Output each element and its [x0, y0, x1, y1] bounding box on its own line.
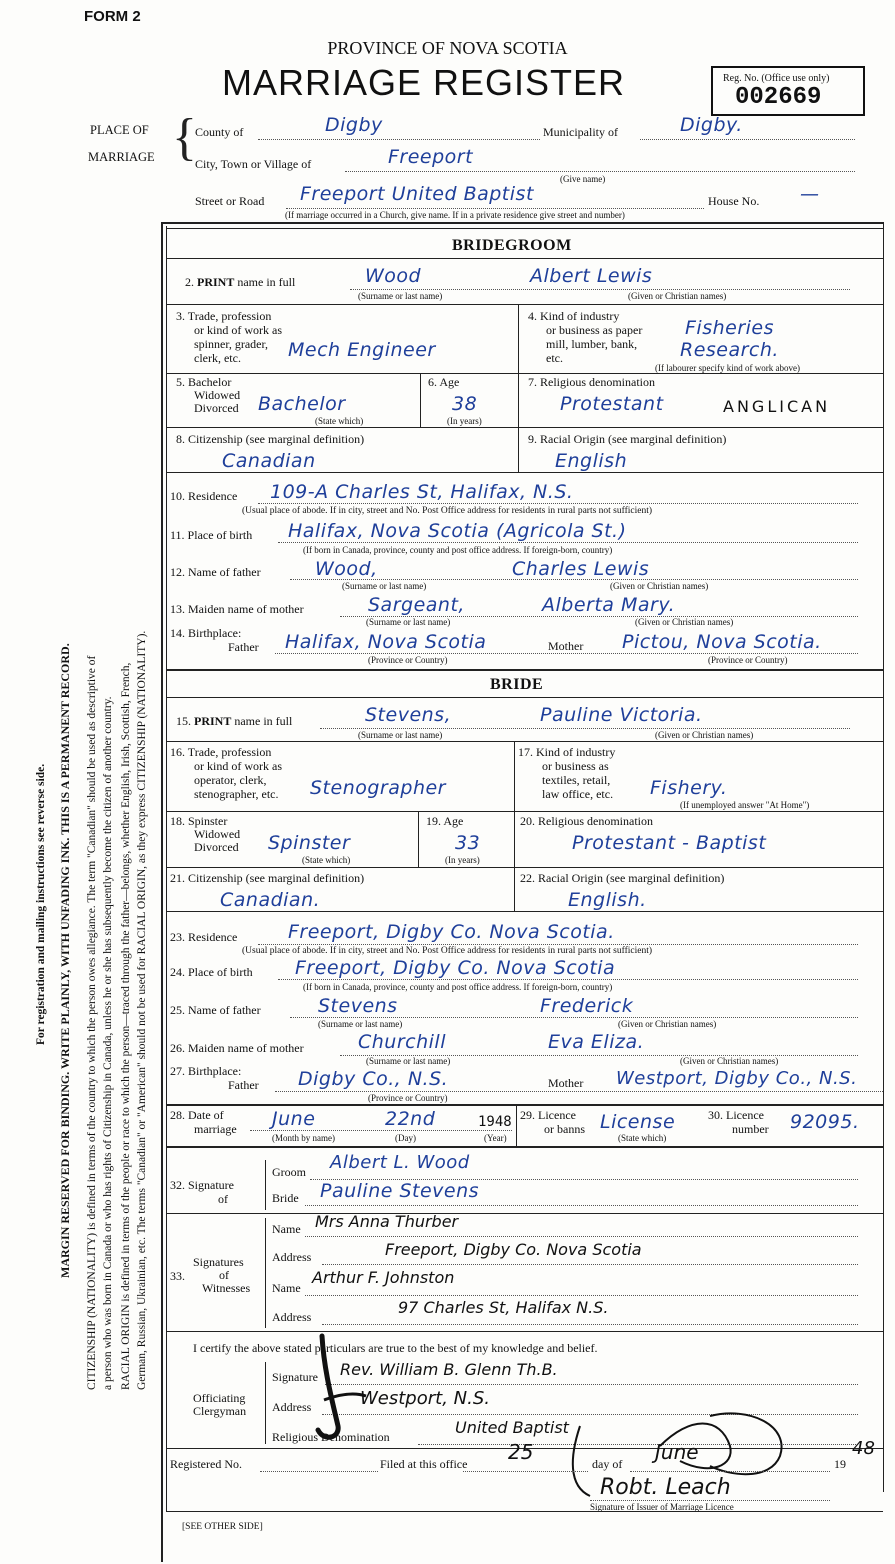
f2-print: PRINT	[197, 275, 235, 289]
col-divider	[420, 373, 421, 427]
prov-caption: (Province or Country)	[708, 655, 788, 665]
f4-caption: (If labourer specify kind of work above)	[655, 363, 800, 373]
section-line	[166, 669, 883, 671]
f19-label: 19. Age	[426, 814, 464, 828]
form-label: FORM 2	[84, 8, 141, 25]
f23-caption: (Usual place of abode. If in city, street and No. Post Office address for residents in rural parts not sufficient)	[242, 946, 653, 956]
groom-mother-given: Alberta Mary.	[542, 594, 676, 616]
licence-state-caption: (State which)	[618, 1133, 667, 1143]
w1-name-line	[305, 1236, 858, 1237]
f4-l1: 4. Kind of industry	[528, 309, 620, 323]
f30-l1: 30. Licence	[708, 1108, 764, 1122]
f33-number: 33.	[170, 1269, 185, 1283]
year-caption: (Year)	[484, 1133, 507, 1143]
row-line	[166, 373, 883, 374]
bridegroom-header: BRIDEGROOM	[452, 237, 572, 254]
f18-l1: 18. Spinster	[170, 814, 228, 828]
f22-label: 22. Racial Origin (see marginal definition)	[520, 871, 725, 885]
row-line	[166, 427, 883, 428]
f20-label: 20. Religious denomination	[520, 814, 653, 828]
f27-l1: 27. Birthplace:	[170, 1064, 242, 1078]
given-caption: (Given or Christian names)	[635, 617, 734, 627]
filed-month: June	[655, 1440, 699, 1464]
filed-day: 25	[508, 1440, 534, 1464]
clergy-sig-label: Signature	[272, 1370, 318, 1384]
f4-l2: or business as paper	[546, 323, 643, 337]
licence-type: License	[600, 1111, 676, 1133]
bride-industry: Fishery.	[650, 777, 728, 799]
f10-label: 10. Residence	[170, 489, 238, 503]
surname-caption: (Surname or last name)	[318, 1019, 403, 1029]
groom-mother-birthplace: Pictou, Nova Scotia.	[622, 631, 822, 653]
bride-age: 33	[455, 832, 481, 854]
f3-l1: 3. Trade, profession	[176, 309, 272, 323]
given-caption: (Given or Christian names)	[680, 1056, 779, 1066]
bride-status: Spinster	[268, 832, 351, 854]
f28-line	[250, 1130, 512, 1131]
f2-num: 2.	[185, 275, 194, 289]
f32-label	[170, 1178, 234, 1206]
form-inner-top	[166, 228, 883, 229]
f15-print: PRINT	[194, 714, 232, 728]
f15-num: 15.	[176, 714, 191, 728]
f25-label: 25. Name of father	[170, 1003, 261, 1017]
surname-caption: (Surname or last name)	[358, 730, 443, 740]
f9-label: 9. Racial Origin (see marginal definition)	[528, 432, 727, 446]
filed-line	[463, 1471, 588, 1472]
f10-line	[258, 503, 858, 504]
bride-given: Pauline Victoria.	[540, 704, 703, 726]
groom-surname: Wood	[365, 265, 422, 287]
groom-header-line	[166, 258, 883, 259]
f18-l2: Widowed	[194, 827, 241, 841]
f23-line	[258, 944, 858, 945]
groom-father-surname: Wood,	[315, 558, 378, 580]
marriage-year: 1948	[478, 1114, 512, 1130]
groom-religion-2: ANGLICAN	[723, 397, 831, 416]
filed-label: Filed at this office	[380, 1457, 468, 1471]
f27-l2: Father	[228, 1078, 259, 1092]
bride-header: BRIDE	[490, 676, 544, 693]
bride-father-given: Frederick	[540, 995, 634, 1017]
bride-sig-label: Bride	[272, 1191, 299, 1205]
surname-caption: (Surname or last name)	[366, 617, 451, 627]
w2-name-label: Name	[272, 1281, 301, 1295]
form-inner-left	[166, 226, 167, 1511]
county-label: County of	[195, 125, 244, 139]
margin-line-5: RACIAL ORIGIN is defined in terms of the people or race to which the person—traced through the father—belongs, whether English, Irish, Scottish, French,	[120, 662, 132, 1390]
denomination-label: Religious Denomination	[272, 1430, 390, 1444]
f33-label	[193, 1256, 250, 1295]
w1-address-label: Address	[272, 1250, 312, 1264]
f29-label	[520, 1108, 585, 1136]
row-line	[166, 741, 883, 742]
municipality-label: Municipality of	[543, 125, 618, 139]
bride-religion: Protestant - Baptist	[572, 832, 767, 854]
village-value: Freeport	[388, 146, 474, 168]
issuer-caption: Signature of Issuer of Marriage Licence	[590, 1502, 734, 1512]
groom-industry-2: Research.	[680, 339, 779, 361]
bride-citizenship: Canadian.	[220, 889, 321, 911]
row-line	[166, 911, 883, 912]
issuer-signature: Robt. Leach	[600, 1475, 731, 1500]
place-brace-icon: {	[172, 109, 197, 166]
f33-l1: Signatures	[193, 1255, 244, 1269]
f18-label	[170, 815, 240, 854]
f17-l2: or business as	[542, 759, 609, 773]
clergy-signature: Rev. William B. Glenn Th.B.	[340, 1360, 558, 1379]
bride-state-caption: (State which)	[302, 855, 351, 865]
f16-l1: 16. Trade, profession	[170, 745, 272, 759]
certify-statement: I certify the above stated particulars are true to the best of my knowledge and belief.	[193, 1341, 598, 1355]
clergy-address-label: Address	[272, 1400, 312, 1414]
margin-line-4: a person who was born in Canada or who has rights of Citizenship in Canada, unless he or she has subsequently become the citizen of another country.	[102, 696, 114, 1390]
f11-line	[278, 542, 858, 543]
province-heading: PROVINCE OF NOVA SCOTIA	[327, 38, 568, 58]
page-title: MARRIAGE REGISTER	[222, 62, 626, 103]
witness2-name: Arthur F. Johnston	[312, 1268, 455, 1287]
f28-l2: marriage	[194, 1122, 237, 1136]
f3-l3: spinner, grader,	[194, 337, 269, 351]
registered-line	[260, 1471, 378, 1472]
w1-name-label: Name	[272, 1222, 301, 1236]
form-right-border	[883, 222, 884, 1492]
f16-l3: operator, clerk,	[194, 773, 267, 787]
f32-l1: 32. Signature	[170, 1178, 234, 1192]
f25-line	[290, 1017, 858, 1018]
f6-label: 6. Age	[428, 375, 460, 389]
groom-given: Albert Lewis	[530, 265, 653, 287]
bride-mother-given: Eva Eliza.	[548, 1031, 645, 1053]
prov-caption: (Province or Country)	[368, 1093, 448, 1103]
filed-year-prefix: 19	[834, 1457, 846, 1471]
bracket-line	[265, 1362, 266, 1444]
f14-l1: 14. Birthplace:	[170, 626, 242, 640]
groom-trade: Mech Engineer	[288, 339, 436, 361]
f24-line	[278, 979, 858, 980]
f17-l1: 17. Kind of industry	[518, 745, 616, 759]
marriage-day: 22nd	[385, 1108, 436, 1130]
f17-l4: law office, etc.	[542, 787, 614, 801]
f11-label: 11. Place of birth	[170, 528, 253, 542]
f18-l3: Divorced	[194, 840, 239, 854]
row-line	[166, 472, 883, 473]
groom-residence: 109-A Charles St, Halifax, N.S.	[270, 481, 574, 503]
witness2-address: 97 Charles St, Halifax N.S.	[398, 1298, 609, 1317]
form-bottom-line	[166, 1511, 883, 1512]
marriage-label: MARRIAGE	[88, 150, 155, 164]
bride-header-line	[166, 697, 883, 698]
form-left-border	[161, 222, 163, 1562]
w2-address-label: Address	[272, 1310, 312, 1324]
bride-father-birthplace: Digby Co., N.S.	[298, 1068, 449, 1090]
f7-label: 7. Religious denomination	[528, 375, 655, 389]
row-line	[166, 1331, 883, 1332]
bracket-line	[265, 1218, 266, 1328]
margin-line-6: German, Russian, Ukrainian, etc. The terms "Canadian" or "American" should not be used for RACIAL ORIGIN, as they express CITIZENSHIP (NATIONALITY).	[136, 630, 148, 1390]
f14-l2: Father	[228, 640, 259, 654]
day-of-label: day of	[592, 1457, 623, 1471]
street-label: Street or Road	[195, 194, 265, 208]
f12-label: 12. Name of father	[170, 565, 261, 579]
given-caption: (Given or Christian names)	[610, 581, 709, 591]
issuer-line	[590, 1500, 830, 1501]
f29-l2: or banns	[544, 1122, 585, 1136]
margin-line-3: CITIZENSHIP (NATIONALITY) is defined in terms of the country to which the person owes allegiance. The term "Canadian" should be used as descriptive of	[86, 655, 98, 1390]
groom-given-caption: (Given or Christian names)	[628, 291, 727, 301]
witness1-name: Mrs Anna Thurber	[315, 1212, 459, 1231]
groom-father-given: Charles Lewis	[512, 558, 650, 580]
footer-note: [SEE OTHER SIDE]	[182, 1522, 263, 1532]
section-line	[166, 1146, 883, 1148]
month-caption: (Month by name)	[272, 1133, 335, 1143]
f28-l1: 28. Date of	[170, 1108, 224, 1122]
row-line	[166, 304, 883, 305]
f29-l1: 29. Licence	[520, 1108, 576, 1122]
col-divider	[418, 811, 419, 867]
groom-sig-label: Groom	[272, 1165, 306, 1179]
groom-status: Bachelor	[258, 393, 346, 415]
f27-line	[275, 1091, 883, 1092]
w2-address-line	[322, 1324, 858, 1325]
given-caption: (Given or Christian names)	[618, 1019, 717, 1029]
village-line	[345, 171, 855, 172]
f16-l2: or kind of work as	[194, 759, 282, 773]
col-divider	[518, 304, 519, 472]
row-line	[166, 867, 883, 868]
f17-label	[518, 745, 615, 801]
f17-l3: textiles, retail,	[542, 773, 611, 787]
bride-mother-surname: Churchill	[358, 1031, 446, 1053]
f3-l2: or kind of work as	[194, 323, 282, 337]
groom-age: 38	[452, 393, 478, 415]
place-label: PLACE OF	[90, 123, 149, 137]
bracket-line	[265, 1160, 266, 1210]
groom-father-birthplace: Halifax, Nova Scotia	[285, 631, 487, 653]
f21-label: 21. Citizenship (see marginal definition)	[170, 871, 365, 885]
bride-surname: Stevens,	[365, 704, 452, 726]
bride-origin: English.	[568, 889, 647, 911]
clergy-denomination: United Baptist	[455, 1418, 569, 1437]
municipality-value: Digby.	[680, 114, 743, 136]
village-label: City, Town or Village of	[195, 157, 312, 171]
f30-l2: number	[732, 1122, 769, 1136]
f4-label	[528, 309, 642, 365]
house-label: House No.	[708, 194, 760, 208]
f3-l4: clerk, etc.	[194, 351, 241, 365]
f24-label: 24. Place of birth	[170, 965, 253, 979]
margin-line-1: For registration and mailing instructions see reverse side.	[35, 763, 47, 1045]
col-divider	[514, 741, 515, 911]
bride-birthplace: Freeport, Digby Co. Nova Scotia	[295, 957, 616, 979]
row-line	[166, 811, 883, 812]
groom-origin: English	[555, 450, 628, 472]
reg-no-value: 002669	[735, 84, 822, 111]
prov-caption: (Province or Country)	[368, 655, 448, 665]
f17-caption: (If unemployed answer "At Home")	[680, 800, 810, 810]
groom-mother-surname: Sargeant,	[368, 594, 465, 616]
f5-l2: Widowed	[194, 388, 241, 402]
street-line	[286, 208, 704, 209]
f3-label	[176, 309, 282, 365]
bride-age-caption: (In years)	[445, 855, 480, 865]
off-l1: Officiating	[193, 1391, 246, 1405]
reg-no-label: Reg. No. (Office use only)	[723, 73, 830, 84]
f15-label	[176, 715, 292, 728]
f33-l3: Witnesses	[202, 1281, 251, 1295]
f5-l3: Divorced	[194, 401, 239, 415]
f15-rest: name in full	[234, 714, 293, 728]
give-name-caption: (Give name)	[560, 174, 606, 184]
f16-l4: stenographer, etc.	[194, 787, 279, 801]
house-value: —	[800, 183, 820, 205]
groom-signature: Albert L. Wood	[330, 1152, 470, 1173]
f5-label	[176, 376, 240, 415]
filed-month-line	[630, 1471, 830, 1472]
clergy-sig-line	[325, 1384, 858, 1385]
officiating-label	[193, 1392, 246, 1418]
f5-l1: 5. Bachelor	[176, 375, 232, 389]
bride-trade: Stenographer	[310, 777, 446, 799]
w2-name-line	[305, 1295, 858, 1296]
f4-l4: etc.	[546, 351, 563, 365]
groom-mother-label: Mother	[548, 639, 584, 653]
w1-address-line	[322, 1264, 858, 1265]
f8-label: 8. Citizenship (see marginal definition)	[176, 432, 365, 446]
f14-label	[170, 626, 259, 654]
f14-line	[275, 653, 858, 654]
f32-l2: of	[218, 1192, 228, 1206]
groom-industry-1: Fisheries	[685, 317, 775, 339]
bride-residence: Freeport, Digby Co. Nova Scotia.	[288, 921, 615, 943]
f23-label: 23. Residence	[170, 930, 238, 944]
clergy-flourish-icon	[310, 1330, 370, 1450]
f30-label	[708, 1108, 769, 1136]
groom-age-caption: (In years)	[447, 416, 482, 426]
county-value: Digby	[325, 114, 383, 136]
f4-l3: mill, lumber, bank,	[546, 337, 638, 351]
groom-surname-caption: (Surname or last name)	[358, 291, 443, 301]
marriage-month: June	[272, 1108, 316, 1130]
f26-label: 26. Maiden name of mother	[170, 1041, 304, 1055]
f33-l2: of	[219, 1268, 229, 1282]
col-divider	[516, 1104, 517, 1146]
row-line	[166, 1213, 883, 1214]
bride-mother-birthplace: Westport, Digby Co., N.S.	[616, 1068, 858, 1089]
clergy-address: Westport, N.S.	[360, 1388, 490, 1409]
bride-father-surname: Stevens	[318, 995, 398, 1017]
street-caption: (If marriage occurred in a Church, give name. If in a private residence give street and number)	[285, 210, 625, 220]
reg-no-box	[711, 66, 865, 116]
off-l2: Clergyman	[193, 1404, 247, 1418]
registered-label: Registered No.	[170, 1457, 242, 1471]
street-value: Freeport United Baptist	[300, 183, 534, 205]
municipality-line	[640, 139, 855, 140]
bride-sig-line	[305, 1205, 858, 1206]
f2-label	[185, 276, 295, 289]
bride-signature: Pauline Stevens	[320, 1180, 480, 1202]
groom-state-caption: (State which)	[315, 416, 364, 426]
f10-caption: (Usual place of abode. If in city, street and No. Post Office address for residents in rural parts not sufficient)	[242, 506, 653, 516]
f2-line	[350, 289, 850, 290]
bride-mother-label: Mother	[548, 1076, 584, 1090]
groom-birthplace: Halifax, Nova Scotia (Agricola St.)	[288, 520, 627, 542]
f24-caption: (If born in Canada, province, county and post office address. If foreign-born, country)	[303, 982, 613, 992]
f2-rest: name in full	[237, 275, 296, 289]
county-line	[258, 139, 540, 140]
surname-caption: (Surname or last name)	[366, 1056, 451, 1066]
licence-number: 92095.	[790, 1111, 860, 1133]
filed-year: 48	[852, 1438, 875, 1459]
f28-label	[170, 1108, 237, 1136]
f13-label: 13. Maiden name of mother	[170, 602, 304, 616]
groom-religion: Protestant	[560, 393, 664, 415]
given-caption: (Given or Christian names)	[655, 730, 754, 740]
f16-label	[170, 745, 282, 801]
f11-caption: (If born in Canada, province, county and post office address. If foreign-born, country)	[303, 545, 613, 555]
witness1-address: Freeport, Digby Co. Nova Scotia	[385, 1240, 642, 1259]
section-line	[166, 1104, 883, 1106]
f15-line	[320, 728, 850, 729]
day-caption: (Day)	[395, 1133, 416, 1143]
margin-line-2: MARGIN RESERVED FOR BINDING. WRITE PLAINLY, WITH UNFADING INK. THIS IS A PERMANENT RECORD.	[58, 643, 72, 1278]
f27-label	[170, 1064, 259, 1092]
form-top-border	[161, 222, 883, 224]
groom-citizenship: Canadian	[222, 450, 316, 472]
surname-caption: (Surname or last name)	[342, 581, 427, 591]
